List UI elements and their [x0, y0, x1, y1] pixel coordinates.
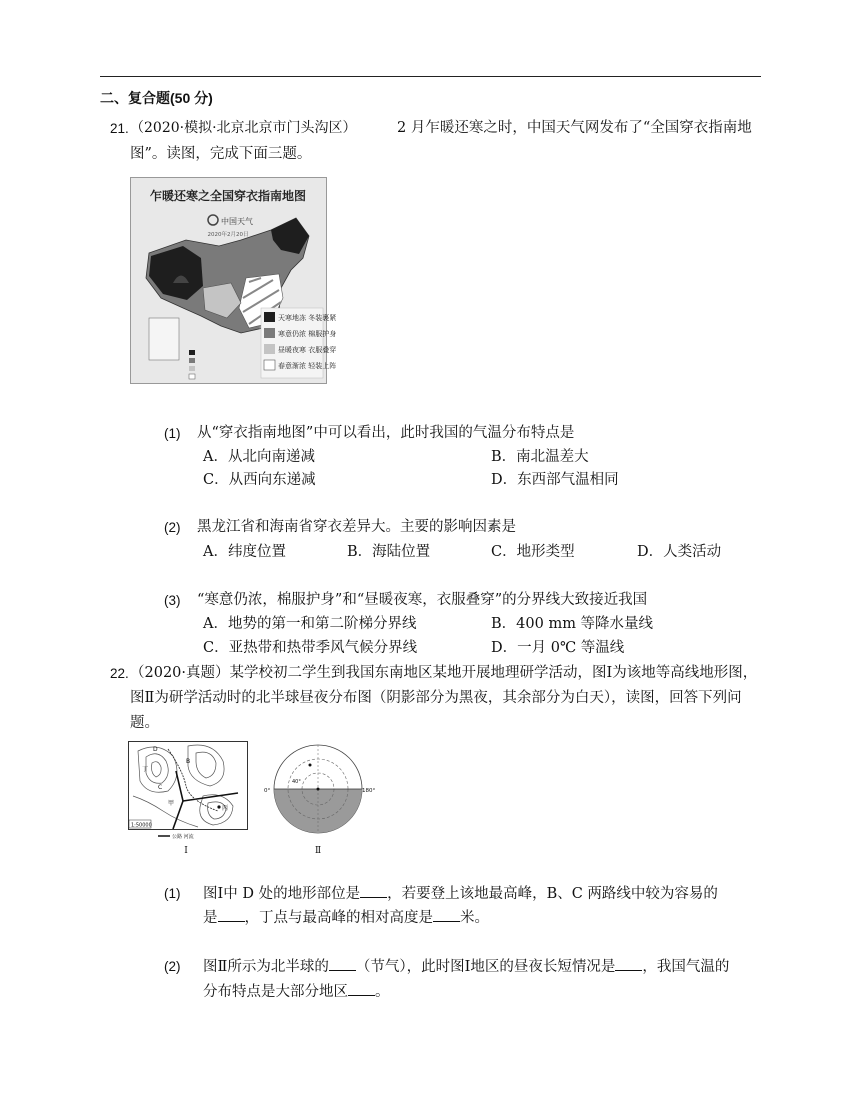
q21-sub3-text: “寒意仍浓，棉服护身”和“昼暖夜寒，衣服叠穿”的分界线大致接近我国 — [197, 592, 648, 608]
q21-sub2-text: 黑龙江省和海南省穿衣差异大。主要的影响因素是 — [197, 519, 516, 535]
answer-blank-5[interactable] — [615, 956, 642, 971]
q21-sub2-number: (2) — [164, 520, 181, 535]
q21-sub3-number: (3) — [164, 593, 181, 608]
answer-blank-3[interactable] — [433, 907, 460, 922]
q21-sub2-option-b[interactable]: B．海陆位置 — [347, 544, 431, 560]
q22-sub1-text-c: 是 — [203, 910, 218, 926]
q21-sub3-option-c[interactable]: C．亚热带和热带季风气候分界线 — [203, 640, 418, 656]
label-0-degrees: 0° — [264, 788, 271, 794]
q22-sub1-line2 — [203, 907, 489, 928]
legend-swatch-2 — [264, 328, 275, 338]
q22-sub2-line1 — [203, 956, 729, 977]
q22-sub1-text-b: ，若要登上该地最高峰，B、C 两路线中较为容易的 — [387, 886, 718, 902]
q21-sub1-option-d[interactable]: D．东西部气温相同 — [491, 472, 619, 488]
legend-swatch-3 — [264, 344, 275, 354]
label-40-degrees: 40° — [292, 779, 301, 785]
map-date: 2020年2月20日 — [207, 232, 249, 238]
question-21-stem-line2: 图”。读图，完成下面三题。 — [130, 146, 312, 162]
q22-sub1-text-e: 米。 — [460, 910, 489, 926]
point-a-icon — [309, 764, 312, 767]
label-jia: 甲 — [168, 800, 175, 807]
q21-sub2-option-c[interactable]: C．地形类型 — [491, 544, 575, 560]
question-22-number: 22. — [110, 666, 129, 681]
figure-1-caption: Ⅰ — [184, 846, 188, 856]
label-b: B — [186, 758, 191, 765]
map-legend-text: 公路 河流 — [172, 834, 194, 840]
map-brand: 中国天气 — [221, 217, 253, 226]
answer-blank-6[interactable] — [348, 981, 375, 996]
q22-sub1-text-d: ，丁点与最高峰的相对高度是 — [244, 910, 433, 926]
day-night-figure — [262, 741, 380, 856]
q21-sub2-option-a[interactable]: A．纬度位置 — [203, 544, 286, 560]
q21-sub1-number: (1) — [164, 426, 181, 441]
q22-sub2-line2 — [203, 981, 390, 1002]
q22-sub1-text-a: 图Ⅰ中 D 处的地形部位是 — [203, 886, 361, 902]
q21-sub1-text: 从“穿衣指南地图”中可以看出，此时我国的气温分布特点是 — [197, 425, 575, 441]
question-21-source: （2020·模拟·北京北京市门头沟区） — [130, 120, 357, 136]
figure-2-caption: Ⅱ — [314, 846, 322, 856]
question-21-stem-line1: 2 月乍暖还寒之时，中国天气网发布了“全国穿衣指南地 — [397, 120, 752, 136]
label-180-degrees: 180° — [362, 788, 376, 794]
scale-label: 1:50000 — [131, 822, 152, 829]
question-22-line3: 题。 — [130, 715, 159, 731]
header-rule — [100, 76, 761, 77]
legend-label-2: 寒意仍浓 棉服护身 — [278, 330, 337, 338]
q22-sub2-text-c: ，我国气温的 — [642, 959, 730, 975]
q22-sub1-line1 — [203, 883, 718, 904]
q21-sub1-option-b[interactable]: B．南北温差大 — [491, 449, 589, 465]
contour-map-figure — [128, 741, 248, 856]
legend-label-3: 昼暖夜寒 衣服叠穿 — [278, 346, 337, 354]
q21-sub3-option-a[interactable]: A．地势的第一和第二阶梯分界线 — [203, 616, 417, 632]
section-title: 二、复合题(50 分) — [100, 90, 213, 106]
q21-sub2-option-d[interactable]: D．人类活动 — [637, 544, 722, 560]
label-ding: 丁 — [142, 766, 149, 773]
label-c: C — [158, 784, 163, 791]
q21-sub3-option-d[interactable]: D．一月 0℃ 等温线 — [491, 640, 625, 656]
answer-blank-1[interactable] — [360, 883, 387, 898]
q21-sub1-option-a[interactable]: A．从北向南递减 — [203, 449, 315, 465]
q22-sub2-text-b: （节气），此时图Ⅰ地区的昼夜长短情况是 — [355, 959, 616, 975]
map-title: 乍暖还寒之全国穿衣指南地图 — [149, 189, 307, 203]
night-shading — [272, 789, 366, 835]
question-22-line1: （2020·真题）某学校初二学生到我国东南地区某地开展地理研学活动，图Ⅰ为该地等高线地形图， — [130, 665, 758, 681]
legend-swatch-4 — [264, 360, 275, 370]
answer-blank-4[interactable] — [329, 956, 356, 971]
q21-sub1-option-c[interactable]: C．从西向东递减 — [203, 472, 316, 488]
legend-label-1: 天寒地冻 冬装裹紧 — [278, 314, 337, 322]
q22-sub2-number: (2) — [164, 959, 181, 974]
q22-sub2-text-a: 图Ⅱ所示为北半球的 — [203, 959, 329, 975]
clothing-guide-map — [130, 177, 337, 384]
legend-label-4: 春意渐浓 轻装上阵 — [278, 362, 337, 370]
question-22-line2: 图Ⅱ为研学活动时的北半球昼夜分布图（阴影部分为黑夜，其余部分为白天），读图，回答下列问 — [130, 690, 742, 706]
q22-sub2-text-e: 。 — [375, 984, 390, 1000]
q22-sub2-text-d: 分布特点是大部分地区 — [203, 984, 348, 1000]
map-inset-south-sea — [149, 318, 179, 360]
label-bing: 丙 — [222, 805, 229, 812]
q22-sub1-number: (1) — [164, 886, 181, 901]
question-21-number: 21. — [110, 121, 129, 136]
legend-swatch-1 — [264, 312, 275, 322]
label-d: D — [153, 746, 158, 753]
q21-sub3-option-b[interactable]: B．400 mm 等降水量线 — [491, 616, 654, 632]
answer-blank-2[interactable] — [218, 907, 245, 922]
